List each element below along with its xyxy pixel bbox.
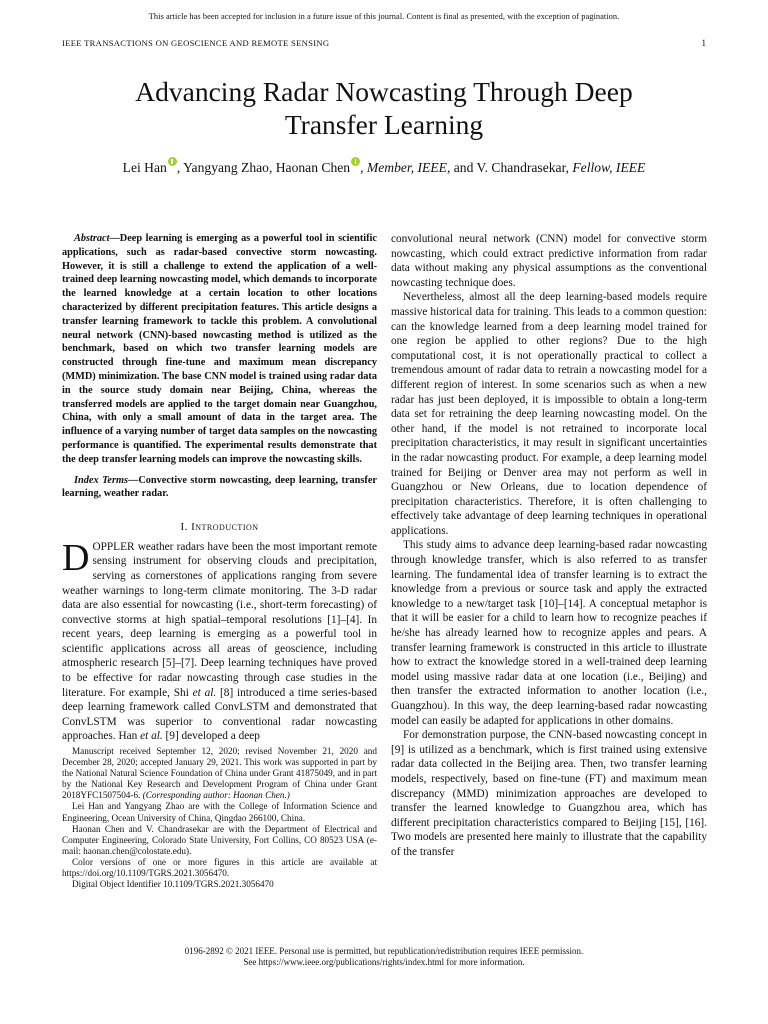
section-heading-introduction: I. Introduction — [180, 521, 259, 534]
left-column — [62, 232, 377, 744]
member-ieee-label: Member, IEEE — [366, 160, 447, 175]
fellow-ieee-label: Fellow, IEEE — [572, 160, 646, 175]
footnote-color-versions: Color versions of one or more figures in this article are available at https://doi.org/10.1109/TGRS.2021.3056470. — [62, 856, 377, 879]
copyright-line-1: 0196-2892 © 2021 IEEE. Personal use is permitted, but republication/redistribution requires IEEE permission. — [184, 946, 584, 956]
right-paragraph-2: Nevertheless, almost all the deep learning-based models require massive historical data for training. This leads to a common question: can the knowledge learned from a deep learning model trained for one region be applied to other regions? Due to the high computational cost, it is not operationally practical to collect a tremendous amount of radar data to retrain a nowcasting model for a different region of interest. In some scenarios such as when a new radar has just been deployed, it is impossible to obtain a long-term data set for retraining the deep learning nowcasting model. On the other hand, if the model is not retrained to incorporate local precipitation characteristics, it may result in significant uncertainties in the radar nowcasting product. For example, a deep learning model trained for Beijing or Denver area may not perform as well in Guangzhou or New Orleans, due to location dependence of precipitation characteristics. Therefore, it is often challenging to effectively take advantage of deep learning techniques in operational applications. — [391, 291, 707, 537]
abstract — [62, 232, 377, 467]
footnote-affiliation-1: Lei Han and Yangyang Zhao are with the College of Information Science and Engineering, Ocean University of China, Qingdao 266100, China. — [62, 801, 377, 823]
footnote-doi: Digital Object Identifier 10.1109/TGRS.2021.3056470 — [72, 879, 274, 890]
et-al-1: et al. — [192, 686, 217, 699]
journal-running-head: IEEE TRANSACTIONS ON GEOSCIENCE AND REMOTE SENSING — [62, 38, 330, 48]
right-column — [391, 232, 707, 860]
footnote-funding: Manuscript received September 12, 2020; revised November 21, 2020 and December 28, 2020; accepted January 29, 2021. This work was supported in part by the National Natural Science Foundation of China under Grant 41875049, and in part by the National Key Research and Development Program of China under Grant 2018YFC1507504-6. — [62, 746, 377, 801]
footnote-affiliation-2: Haonan Chen and V. Chandrasekar are with the Department of Electrical and Computer Engineering, Colorado State University, Fort Collins, CO 80523 USA (e-mail: haonan.chen@colostate.edu). — [62, 823, 377, 856]
orcid-icon[interactable] — [351, 157, 360, 166]
right-paragraph-3: This study aims to advance deep learning-based radar nowcasting through knowledge transfer, which is also referred to as transfer learning. The fundamental idea of transfer learning is to extract the knowledge from a previous or source task and apply the extracted knowledge to a new/target task [10]–[14]. A conceptual metaphor is that it will be easier for a child to learn how to recognize peaches if he/she has already learned how to recognize apples and pears. A transfer learning framework is constructed in this article to illustrate how to extract the knowledge stored in a well-trained deep learning model using massive radar data at one location (i.e., Beijing) and then transfer the extracted information to another location (i.e., Guangzhou). In this way, the deep learning-based radar nowcasting model can easily be adapted for applications in other domains. — [391, 539, 707, 727]
corresponding-author: (Corresponding author: Haonan Chen.) — [142, 790, 290, 801]
page-number: 1 — [701, 38, 706, 48]
intro-text-3: [9] developed a deep — [162, 730, 260, 743]
index-terms — [62, 474, 377, 502]
orcid-icon[interactable] — [168, 157, 177, 166]
intro-text-1: OPPLER weather radars have been the most important remote sensing instrument for observing clouds and precipitation, serving as cornerstones of applications ranging from severe weather warnings to long-term climate monitoring. The 3-D radar data are also essential for nowcasting (i.e., short-term forecasting) of convective storms at high spatial–temporal resolutions [1]–[4]. In recent years, deep learning is emerging as a powerful tool in scientific applications across all areas of geoscience, including atmospheric research [5]–[7]. Deep learning techniques have proved to be effective for radar nowcasting through case studies in the literature. For example, Shi — [62, 540, 377, 699]
title-line-1: Advancing Radar Nowcasting Through Deep — [135, 76, 633, 107]
author-lei-han: Lei Han — [122, 160, 167, 175]
right-paragraph-4: For demonstration purpose, the CNN-based nowcasting concept in [9] is utilized as a benchmark, which is first trained using extensive radar data collected in the Beijing area. Then, two transfer learning models, respectively, based on fine-tune (FT) and maximum mean discrepancy (MMD) minimization approaches are developed to transfer the learned knowledge to Guangzhou area, which has different precipitation characteristics compared to Beijing [15], [16]. Two models are presented here mainly to illustrate that the capability of the transfer — [391, 729, 707, 858]
author-list: Lei Han , Yangyang Zhao, Haonan Chen , Member, IEEE, and V. Chandrasekar, Fellow, IEEE — [40, 157, 728, 176]
index-terms-text: —Convective storm nowcasting, deep learning, transfer learning, weather radar. — [62, 474, 377, 500]
copyright-line-2: See https://www.ieee.org/publications/rights/index.html for more information. — [243, 957, 525, 967]
index-terms-label: Index Terms — [74, 474, 129, 486]
footnote-manuscript — [62, 746, 377, 801]
drop-cap: D — [62, 536, 90, 579]
intro-paragraph — [62, 536, 378, 744]
paper-title — [40, 75, 728, 141]
footnotes — [62, 746, 377, 890]
copyright-notice — [40, 946, 728, 968]
acceptance-notice: This article has been accepted for inclusion in a future issue of this journal. Content is final as presented, with the exception of pagination. — [148, 12, 620, 21]
right-paragraph-1: convolutional neural network (CNN) model for convective storm nowcasting, which could extract predictive information from radar data without making any physical assumptions as the conventional nowcasting technique does. — [391, 233, 707, 289]
abstract-label: Abstract — [74, 233, 110, 244]
author-names-middle: , Yangyang Zhao, Haonan Chen — [176, 160, 351, 175]
title-line-2: Transfer Learning — [284, 109, 484, 140]
author-names-end: , and V. Chandrasekar, — [446, 160, 573, 175]
et-al-2: et al. — [140, 730, 163, 743]
abstract-text: —Deep learning is emerging as a powerful tool in scientific applications, such as radar-based convective storm nowcasting. However, it is still a challenge to extend the application of a well-trained deep learning nowcasting model, which demands to incorporate the learned knowledge at a certain location to other locations characterized by different precipitation features. This article designs a transfer learning framework to tackle this problem. A convolutional neural network (CNN)-based nowcasting method is utilized as the benchmark, based on which two transfer learning models are constructed through fine-tune and maximum mean discrepancy (MMD) minimization. The base CNN model is trained using radar data in the source study domain near Beijing, China, whereas the transferred models are applied to the target domain near Guangzhou, China, with only a small amount of data in the target area. The influence of a varying number of target data samples on the nowcasting performance is quantified. The experimental results demonstrate that the deep transfer learning models can improve the nowcasting skills. — [62, 233, 377, 465]
intro-text-2: [8] introduced a time series-based deep learning framework called ConvLSTM and demonstrated that ConvLSTM was superior to conventional radar nowcasting approaches. Han — [62, 686, 378, 743]
